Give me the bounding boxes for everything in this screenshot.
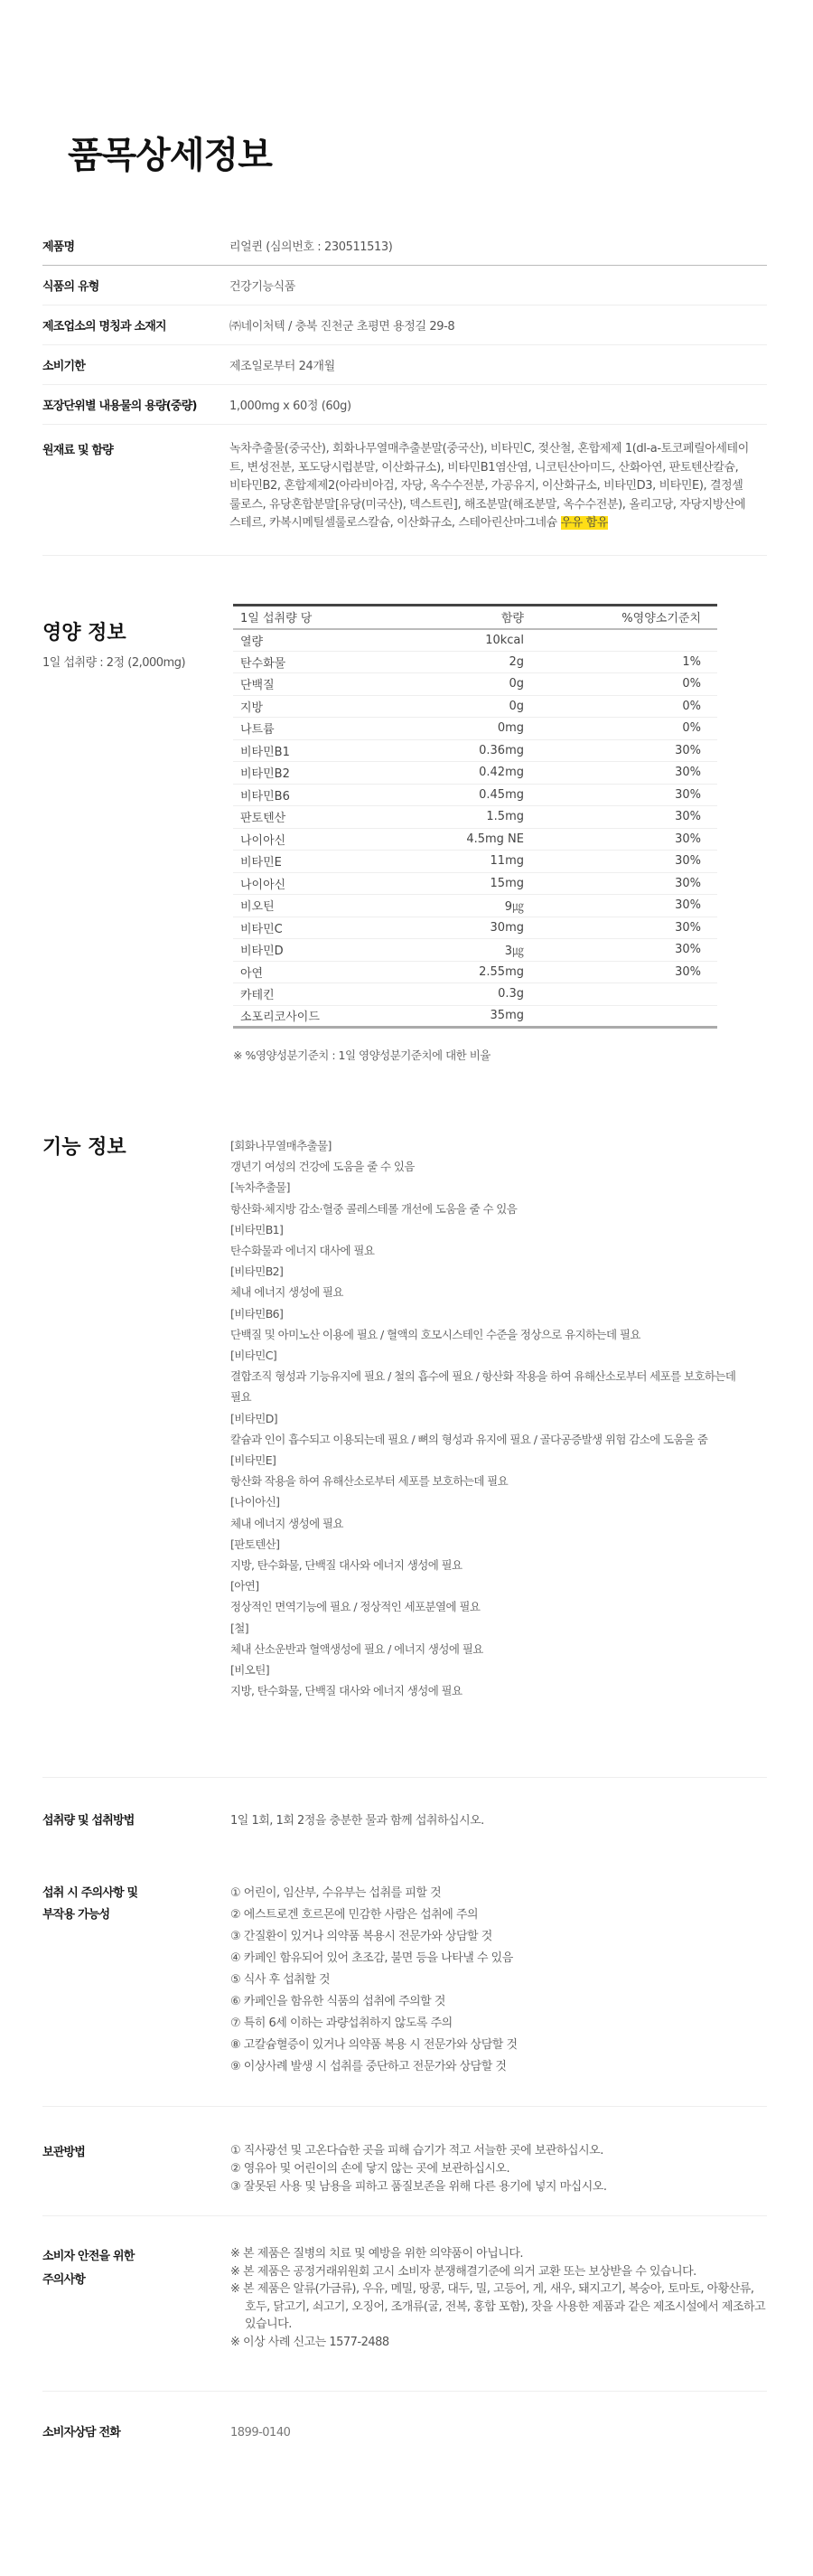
nutrient-daily-value: 30% [531,762,717,785]
nutrient-amount: 0.45mg [387,784,531,806]
info-label: 제품명 [42,240,75,254]
info-label: 원재료 및 함량 [42,444,113,457]
section-label: 섭취량 및 섭취방법 [42,1814,135,1828]
nutrient-name: 아연 [233,961,387,983]
list-item: ⑥ 카페인을 함유한 식품의 섭취에 주의할 것 [230,1995,445,2008]
nutrition-row [233,961,717,983]
nutrient-amount: 15mg [387,872,531,895]
info-label: 포장단위별 내용물의 용량(중량) [42,400,197,413]
function-ingredient-name: [비오틴] [230,1663,269,1678]
header-per-serving: 1일 섭취량 당 [233,606,387,629]
list-item: ⑤ 식사 후 섭취할 것 [230,1973,331,1987]
list-item: ② 영유아 및 어린이의 손에 닿지 않는 곳에 보관하십시오. [230,2162,510,2176]
function-ingredient-name: [비타민E] [230,1453,276,1468]
nutrition-row [233,828,717,851]
list-item: ※ 본 제품은 공정거래위원회 고시 소비자 분쟁해결기준에 의거 교환 또는 보상받을 수 있습니다. [230,2264,696,2279]
nutrient-name: 지방 [233,695,387,718]
basic-info-table [42,226,767,556]
nutrient-amount: 2g [387,651,531,673]
list-item: ⑧ 고칼슘혈증이 있거나 의약품 복용 시 전문가와 상담할 것 [230,2038,518,2052]
storage-list [230,2142,767,2196]
function-ingredient-name: [녹차추출물] [230,1180,290,1195]
nutrient-amount: 10kcal [387,629,531,652]
caution-list [230,1883,767,2078]
list-item: ⑨ 이상사례 발생 시 섭취를 중단하고 전문가와 상담할 것 [230,2060,507,2073]
list-item: ④ 카페인 함유되어 있어 초조감, 불면 등을 나타낼 수 있음 [230,1951,513,1965]
nutrient-daily-value [531,629,717,652]
nutrition-table [233,604,717,1029]
label-line: 부작용 가능성 [42,1908,110,1922]
function-ingredient-desc: 정상적인 면역기능에 필요 / 정상적인 세포분열에 필요 [230,1600,481,1614]
nutrient-name: 나이아신 [233,872,387,895]
info-label: 소비기한 [42,360,86,373]
info-row-expiry [42,345,767,385]
nutrition-row [233,651,717,673]
function-ingredient-desc: 지방, 탄수화물, 단백질 대사와 에너지 생성에 필요 [230,1684,463,1698]
nutrient-name: 열량 [233,629,387,652]
function-ingredient-name: [비타민B6] [230,1306,284,1321]
info-value: ㈜네이처텍 / 충북 진천군 초평면 용정길 29-8 [229,320,455,334]
ingredients-text: 녹차추출물(중국산), 회화나무열매추출분말(중국산), 비타민C, 젖산철, 혼합제제 1(dl-a-토코페릴아세테이트, 변성전분, 포도당시럽분말, 이산화규소), 비타민B1염산염, 니코틴산아미드, 산화아연, 판토텐산칼슘, 비타민B2, 혼합제제2(아라비아검, 자당, 옥수수전분, 가공유지, 이산화규소, 비타민D3, 비타민E), 결정셀룰로스, 유당혼합분말[유당(미국산), 덱스트린], 해조분말(해조분말, 옥수수전분), 올리고당, 자당지방산에스테르, 카복시메틸셀룰로스칼슘, 이산화규소, 스테아린산마그네슘 [229,442,749,530]
function-info-title: 기능 정보 [42,1136,126,1159]
info-value: 제조일로부터 24개월 [229,360,335,373]
function-ingredient-name: [회화나무열매추출물] [230,1139,332,1152]
nutrient-daily-value [531,983,717,1006]
nutrient-amount: 3㎍ [387,939,531,962]
nutrition-row [233,983,717,1006]
nutrient-name: 소포리코사이드 [233,1005,387,1028]
nutrient-name: 비타민B2 [233,762,387,785]
nutrient-daily-value: 30% [531,851,717,873]
function-ingredient-name: [아연] [230,1579,259,1594]
section-label [42,2245,230,2351]
nutrition-table-body [233,629,717,1028]
function-ingredient-name: [비타민B1] [230,1222,284,1236]
section-cautions [42,1883,767,2078]
function-ingredient-name: [판토텐산] [230,1537,280,1551]
allergen-highlight-badge: 우유 함유 [560,516,608,530]
section-label: 보관방법 [42,2146,86,2159]
function-ingredient-desc: 항산화·체지방 감소·혈중 콜레스테롤 개선에 도움을 줄 수 있음 [230,1201,518,1216]
nutrition-row [233,718,717,740]
nutrient-name: 비오틴 [233,895,387,917]
list-item: ⑦ 특히 6세 이하는 과량섭취하지 않도록 주의 [230,2017,453,2030]
nutrition-row [233,695,717,718]
nutrient-name: 비타민B1 [233,739,387,762]
info-row-food-type [42,266,767,306]
label-line: 주의사항 [42,2273,86,2287]
info-value: 건강기능식품 [229,280,295,294]
list-item: ③ 잘못된 사용 및 남용을 피하고 품질보존을 위해 다른 용기에 넣지 마십시오. [230,2180,607,2194]
info-value: 1,000mg x 60정 (60g) [229,400,351,413]
section-storage [42,2142,767,2196]
function-ingredient-desc: 탄수화물과 에너지 대사에 필요 [230,1244,375,1258]
nutrient-amount: 11mg [387,851,531,873]
info-value: 리얼퀸 (심의번호 : 230511513) [229,240,393,254]
function-ingredient-desc: 체내 에너지 생성에 필요 [230,1285,343,1300]
nutrition-header-row [233,606,717,629]
consumer-safety-list [230,2245,767,2351]
divider [42,1777,767,1778]
page-title: 품목상세정보 [68,135,272,176]
function-ingredient-desc: 체내 산소운반과 혈액생성에 필요 / 에너지 생성에 필요 [230,1641,483,1656]
nutrient-amount: 2.55mg [387,961,531,983]
label-line: 섭취 시 주의사항 및 [42,1886,138,1900]
info-row-ingredients [42,425,767,556]
nutrient-amount: 0.42mg [387,762,531,785]
nutrition-row [233,917,717,939]
nutrient-daily-value: 0% [531,718,717,740]
function-ingredient-desc: 지방, 탄수화물, 단백질 대사와 에너지 생성에 필요 [230,1558,463,1573]
nutrition-row [233,851,717,873]
nutrient-amount: 0.36mg [387,739,531,762]
nutrient-name: 비타민C [233,917,387,939]
nutrient-name: 카테킨 [233,983,387,1006]
nutrition-row [233,629,717,652]
nutrition-row [233,806,717,829]
nutrient-daily-value: 30% [531,739,717,762]
nutrient-daily-value: 30% [531,806,717,829]
nutrient-daily-value: 0% [531,673,717,696]
function-ingredient-desc: 칼슘과 인이 흡수되고 이용되는데 필요 / 뼈의 형성과 유지에 필요 / 골다공증발생 위험 감소에 도움을 줌 [230,1432,708,1446]
nutrient-daily-value: 30% [531,939,717,962]
nutrient-name: 단백질 [233,673,387,696]
function-ingredient-name: [철] [230,1621,249,1635]
function-ingredient-name: [비타민C] [230,1349,277,1363]
function-ingredient-desc: 체내 에너지 생성에 필요 [230,1516,343,1530]
intake-value: 1일 1회, 1회 2정을 충분한 물과 함께 섭취하십시오. [230,1814,484,1828]
function-ingredient-desc: 갱년기 여성의 건강에 도움을 줄 수 있음 [230,1160,415,1174]
info-row-manufacturer [42,306,767,345]
nutrient-name: 비타민E [233,851,387,873]
function-info-list [230,1135,736,1701]
nutrient-daily-value: 30% [531,828,717,851]
nutrient-name: 비타민D [233,939,387,962]
nutrient-name: 탄수화물 [233,651,387,673]
nutrition-row [233,1005,717,1028]
list-item: ① 직사광선 및 고온다습한 곳을 피해 습기가 적고 서늘한 곳에 보관하십시오. [230,2144,603,2158]
ingredients-value [229,425,767,555]
list-item: ② 에스트로겐 호르몬에 민감한 사람은 섭취에 주의 [230,1908,479,1922]
list-item: ※ 본 제품은 알류(가금류), 우유, 메밀, 땅콩, 대두, 밀, 고등어, 게, 새우, 돼지고기, 복숭아, 토마토, 아황산류, 호두, 닭고기, 쇠고기, 오징어, 조개류(굴, 전복, 홍합 포함), 잣을 사용한 제품과 같은 제조시설에서 제조하고 있습니다. [230,2282,766,2331]
divider [42,2106,767,2107]
consult-phone-value: 1899-0140 [230,2426,291,2440]
nutrition-serving: 1일 섭취량 : 2정 (2,000mg) [42,656,186,670]
info-label: 식품의 유형 [42,280,99,294]
nutrition-title: 영양 정보 [42,622,126,644]
section-label: 소비자상담 전화 [42,2426,121,2440]
nutrient-amount: 1.5mg [387,806,531,829]
label-line: 소비자 안전을 위한 [42,2250,135,2263]
nutrient-amount: 0g [387,673,531,696]
nutrition-row [233,784,717,806]
list-item: ※ 본 제품은 질병의 치료 및 예방을 위한 의약품이 아닙니다. [230,2247,524,2261]
section-intake [42,1810,767,1832]
nutrient-amount: 4.5mg NE [387,828,531,851]
section-label [42,1883,230,2078]
header-daily-value: %영양소기준치 [531,606,717,629]
list-item: ③ 간질환이 있거나 의약품 복용시 전문가와 상담할 것 [230,1930,492,1943]
nutrient-name: 비타민B6 [233,784,387,806]
nutrient-daily-value: 0% [531,695,717,718]
nutrient-amount: 35mg [387,1005,531,1028]
nutrient-amount: 30mg [387,917,531,939]
divider [42,2391,767,2392]
nutrition-row [233,872,717,895]
function-ingredient-desc: 단백질 및 아미노산 이용에 필요 / 혈액의 호모시스테인 수준을 정상으로 유지하는데 필요 [230,1327,640,1341]
nutrient-daily-value: 30% [531,872,717,895]
list-item: ① 어린이, 임산부, 수유부는 섭취를 피할 것 [230,1886,442,1900]
nutrition-row [233,673,717,696]
divider [42,2215,767,2216]
function-ingredient-desc: 항산화 작용을 하여 유해산소로부터 세포를 보호하는데 필요 [230,1474,509,1489]
nutrient-daily-value: 30% [531,961,717,983]
function-ingredient-name: [나이아신] [230,1495,280,1509]
header-amount: 함량 [387,606,531,629]
nutrition-note: ※ %영양성분기준치 : 1일 영양성분기준치에 대한 비율 [233,1048,491,1062]
nutrition-row [233,762,717,785]
nutrition-row [233,939,717,962]
nutrient-name: 나이아신 [233,828,387,851]
info-row-capacity [42,385,767,425]
function-ingredient-name: [비타민D] [230,1411,278,1425]
nutrient-amount: 0mg [387,718,531,740]
nutrient-name: 나트륨 [233,718,387,740]
nutrient-amount: 9㎍ [387,895,531,917]
nutrient-daily-value: 30% [531,895,717,917]
list-item: ※ 이상 사례 신고는 1577-2488 [230,2335,389,2349]
function-ingredient-desc: 결합조직 형성과 기능유지에 필요 / 철의 흡수에 필요 / 항산화 작용을 하여 유해산소로부터 세포를 보호하는데 필요 [230,1369,736,1405]
info-label: 제조업소의 명칭과 소재지 [42,320,166,334]
nutrition-row [233,739,717,762]
nutrition-row [233,895,717,917]
info-row-product-name [42,226,767,266]
nutrient-daily-value: 30% [531,917,717,939]
nutrient-daily-value: 30% [531,784,717,806]
section-consult-phone [42,2422,767,2444]
nutrient-daily-value [531,1005,717,1028]
section-consumer-safety [42,2245,767,2351]
nutrient-daily-value: 1% [531,651,717,673]
nutrient-amount: 0g [387,695,531,718]
nutrient-name: 판토텐산 [233,806,387,829]
function-ingredient-name: [비타민B2] [230,1264,284,1279]
nutrient-amount: 0.3g [387,983,531,1006]
